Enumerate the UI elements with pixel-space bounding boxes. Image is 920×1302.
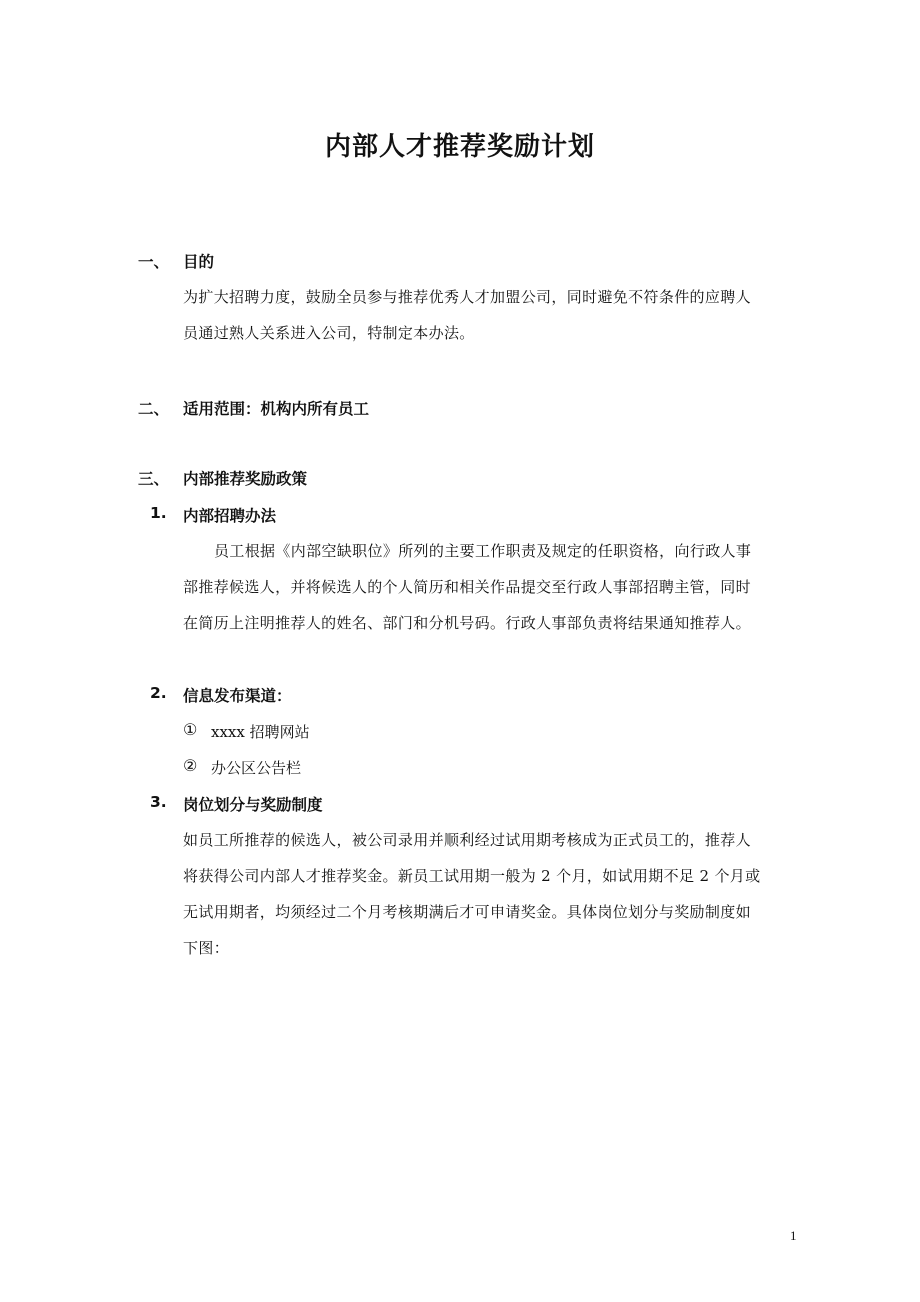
subsection-1-line-3: 在简历上注明推荐人的姓名、部门和分机号码。行政人事部负责将结果通知推荐人。 <box>183 614 751 632</box>
subsection-1-heading: 内部招聘办法 <box>183 507 277 525</box>
subsection-1-line-2: 部推荐候选人，并将候选人的个人简历和相关作品提交至行政人事部招聘主管，同时 <box>183 578 751 596</box>
section-2-heading: 适用范围：机构内所有员工 <box>183 400 370 418</box>
subsection-1-line-1: 员工根据《内部空缺职位》所列的主要工作职责及规定的任职资格，向行政人事 <box>214 542 752 560</box>
section-3-heading: 内部推荐奖励政策 <box>183 470 308 488</box>
section-1-number: 一、 <box>138 253 170 271</box>
section-3-number: 三、 <box>138 470 170 488</box>
subsection-1-number: 1. <box>150 504 167 522</box>
subsection-2-number: 2. <box>150 684 167 702</box>
channel-2-marker: ② <box>183 756 198 775</box>
section-2-number: 二、 <box>138 400 170 418</box>
channel-1-marker: ① <box>183 720 198 739</box>
subsection-3-number: 3. <box>150 793 167 811</box>
subsection-3-line-4: 下图： <box>183 939 230 957</box>
document-title: 内部人才推荐奖励计划 <box>324 132 595 162</box>
section-1-heading: 目的 <box>183 253 215 271</box>
channel-2-text: 办公区公告栏 <box>211 759 302 777</box>
subsection-3-line-2: 将获得公司内部人才推荐奖金。新员工试用期一般为 2 个月，如试用期不足 2 个月或 <box>183 867 761 885</box>
section-1-line-2: 员通过熟人关系进入公司，特制定本办法。 <box>183 324 475 342</box>
subsection-3-line-3: 无试用期者，均须经过二个月考核期满后才可申请奖金。具体岗位划分与奖励制度如 <box>183 903 751 921</box>
subsection-3-heading: 岗位划分与奖励制度 <box>183 796 323 814</box>
page-number: 1 <box>790 1228 797 1243</box>
section-1-line-1: 为扩大招聘力度，鼓励全员参与推荐优秀人才加盟公司，同时避免不符条件的应聘人 <box>183 288 751 306</box>
subsection-2-heading: 信息发布渠道： <box>183 687 292 705</box>
channel-1-text: xxxx 招聘网站 <box>211 723 310 741</box>
subsection-3-line-1: 如员工所推荐的候选人，被公司录用并顺利经过试用期考核成为正式员工的，推荐人 <box>183 831 751 849</box>
